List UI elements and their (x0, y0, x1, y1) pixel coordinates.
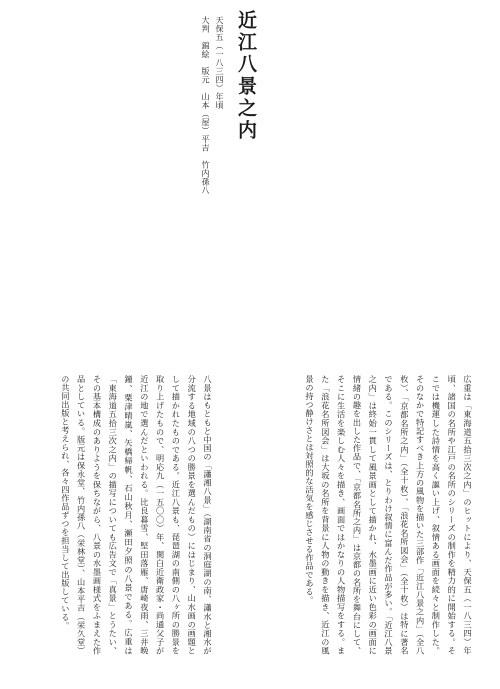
page-title: 近江八景之内 (235, 10, 257, 142)
body-section-right: 広重は「東海道五拾三次之内」のヒットにより、天保五（一八三四）年頃、諸国の名所や江戸の名所のシリーズの制作を精力的に開始する。そこでは機運した詩情を高く謳い上げ、叙情ある画面を続々と制作した。そのなかで特記すべき上方の風物を描いた三部作「近江八景之内」（全八枚）、「京都名所之内」（全十枚）、「浪花名所図会」（全十枚）は特に著名である。このシリーズは、とりわけ叙情に富んだ作品が多い。「近江八景之内」は終始一貫して風景画として描かれ、水墨画に近い色彩の画面に情緒の趣を出した作品で、「京都名所之内」は京都の名所を舞台にして、そこに生活を楽しむ人々を描き、画面ではかなりの人物描写をする。また「浪花名所図会」は大坂の名所を背景に人物の動きを描き、近江の風景の持つ静けさとは対照的な活気を感じさせる作品である。 (305, 375, 473, 655)
title-block (0, 0, 500, 330)
date-line: 天保五（一八三四）年頃 (215, 16, 224, 110)
body-text (60, 375, 475, 675)
body-section-left: 八景はもともと中国の「瀟湘八景」（湖南省の洞庭湖の南、瀟水と湘水が分流する地域の八つの勝景を選んだもの）にはじまり、山水画の画題として描かれたものである。近江八景も、琵琶湖の南側の八ヶ所の勝景を取り上げたもので、明応九（一五〇〇）年、関白近衛政家・尚通父子が近江の地で選んだといわれる。比良暮雪、堅田落雁、唐崎夜雨、三井晩鐘、粟津晴嵐、矢橋帰帆、石山秋月、瀬田夕照の八景である。広重は「東海道五拾三次之内」の描写についても広告文で「真景」とうたい、その基本構成のありようを保ちながら、八景の水墨画様式をふまえた作品としている。版元は保永堂、竹内孫八（栄林堂）、山本平吉（栄久堂）の共同出版と考えられ、各々四作品ずつを担当して出版している。 (60, 375, 213, 655)
format-publisher-line: 大判 錦絵 版元 山本（屋）平吉 竹内孫八 (201, 16, 210, 195)
